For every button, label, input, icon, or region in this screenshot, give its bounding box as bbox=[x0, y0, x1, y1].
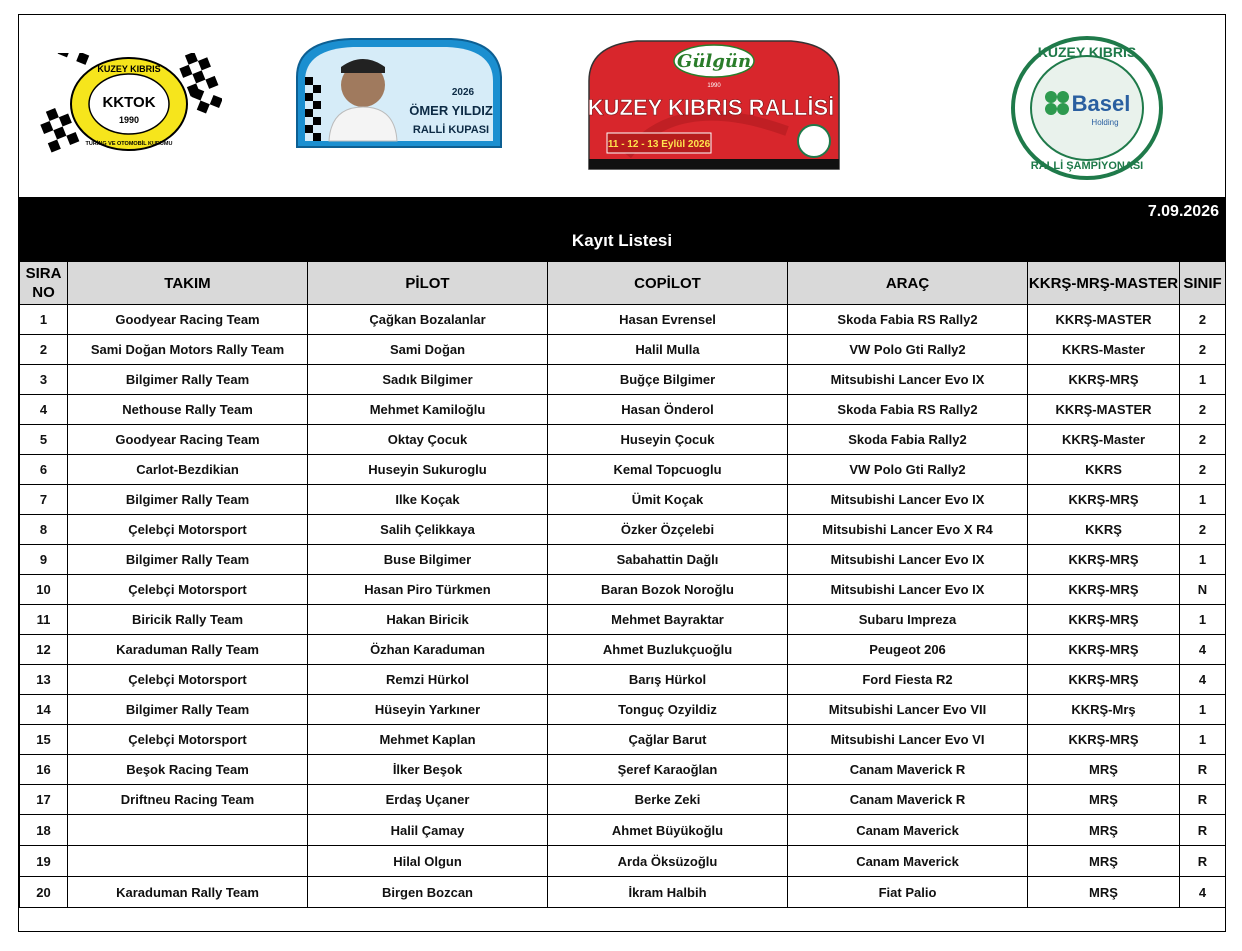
gulgun-brand: Gülgün bbox=[676, 51, 752, 72]
takim-cell: Carlot-Bezdikian bbox=[68, 455, 308, 485]
table-row bbox=[20, 575, 1226, 605]
table-row bbox=[20, 515, 1226, 545]
col-takim-header: TAKIM bbox=[68, 262, 308, 305]
arac-cell: Skoda Fabia Rally2 bbox=[788, 425, 1028, 455]
sira-no-cell: 20 bbox=[20, 877, 68, 908]
takim-cell bbox=[68, 846, 308, 877]
copilot-cell: Arda Öksüzoğlu bbox=[548, 846, 788, 877]
copilot-cell: Çağlar Barut bbox=[548, 725, 788, 755]
table-row bbox=[20, 335, 1226, 365]
copilot-cell: İkram Halbih bbox=[548, 877, 788, 908]
sinif-cell: 2 bbox=[1180, 305, 1226, 335]
category-cell: KKRŞ-MASTER bbox=[1028, 395, 1180, 425]
pilot-cell: Buse Bilgimer bbox=[308, 545, 548, 575]
copilot-cell: Hasan Önderol bbox=[548, 395, 788, 425]
category-cell: KKRŞ-MRŞ bbox=[1028, 725, 1180, 755]
col-pilot-header: PİLOT bbox=[308, 262, 548, 305]
gulgun-year: 1990 bbox=[707, 83, 721, 89]
registration-sheet bbox=[18, 14, 1226, 932]
category-cell: MRŞ bbox=[1028, 755, 1180, 785]
sinif-cell: R bbox=[1180, 846, 1226, 877]
kktok-year: 1990 bbox=[118, 115, 140, 125]
sira-no-cell: 2 bbox=[20, 335, 68, 365]
category-cell: KKRŞ-MRŞ bbox=[1028, 635, 1180, 665]
category-cell: KKRŞ-Master bbox=[1028, 425, 1180, 455]
arac-cell: Skoda Fabia RS Rally2 bbox=[788, 305, 1028, 335]
pilot-cell: Sami Doğan bbox=[308, 335, 548, 365]
category-cell: KKRŞ-MRŞ bbox=[1028, 665, 1180, 695]
sinif-cell: 2 bbox=[1180, 395, 1226, 425]
arac-cell: Mitsubishi Lancer Evo VII bbox=[788, 695, 1028, 725]
category-cell: MRŞ bbox=[1028, 877, 1180, 908]
sira-no-cell: 9 bbox=[20, 545, 68, 575]
sinif-cell: 4 bbox=[1180, 877, 1226, 908]
category-cell: MRŞ bbox=[1028, 785, 1180, 815]
omer-yildiz-cup-logo bbox=[291, 37, 505, 149]
arac-cell: Subaru Impreza bbox=[788, 605, 1028, 635]
takim-cell: Sami Doğan Motors Rally Team bbox=[68, 335, 308, 365]
sira-no-cell: 19 bbox=[20, 846, 68, 877]
copilot-cell: Ahmet Buzlukçuoğlu bbox=[548, 635, 788, 665]
category-cell: MRŞ bbox=[1028, 846, 1180, 877]
copilot-cell: Özker Özçelebi bbox=[548, 515, 788, 545]
takim-cell: Bilgimer Rally Team bbox=[68, 695, 308, 725]
sira-no-cell: 3 bbox=[20, 365, 68, 395]
arac-cell: Fiat Palio bbox=[788, 877, 1028, 908]
omer-cup-line2: RALLİ KUPASI bbox=[412, 124, 490, 136]
copilot-cell: Kemal Topcuoglu bbox=[548, 455, 788, 485]
arac-cell: Canam Maverick R bbox=[788, 755, 1028, 785]
sira-no-cell: 14 bbox=[20, 695, 68, 725]
table-row bbox=[20, 785, 1226, 815]
omer-cup-year: 2026 bbox=[451, 87, 475, 98]
title-band bbox=[19, 197, 1225, 261]
category-cell: KKRŞ-MASTER bbox=[1028, 305, 1180, 335]
table-row bbox=[20, 665, 1226, 695]
arac-cell: Mitsubishi Lancer Evo IX bbox=[788, 365, 1028, 395]
copilot-cell: Berke Zeki bbox=[548, 785, 788, 815]
copilot-cell: Tonguç Ozyildiz bbox=[548, 695, 788, 725]
omer-cup-line1: ÖMER YILDIZ bbox=[409, 103, 493, 118]
gulgun-rally-logo bbox=[587, 31, 841, 173]
gulgun-title: KUZEY KIBRIS RALLİSİ bbox=[587, 95, 835, 120]
pilot-cell: İlker Beşok bbox=[308, 755, 548, 785]
takim-cell bbox=[68, 815, 308, 846]
sira-no-cell: 11 bbox=[20, 605, 68, 635]
table-row bbox=[20, 545, 1226, 575]
takim-cell: Biricik Rally Team bbox=[68, 605, 308, 635]
category-cell: KKRŞ-MRŞ bbox=[1028, 545, 1180, 575]
table-row bbox=[20, 485, 1226, 515]
copilot-cell: Hasan Evrensel bbox=[548, 305, 788, 335]
sinif-cell: 2 bbox=[1180, 515, 1226, 545]
logo-strip bbox=[19, 15, 1225, 197]
takim-cell: Beşok Racing Team bbox=[68, 755, 308, 785]
kktok-ring-top: KUZEY KIBRIS bbox=[97, 64, 161, 74]
pilot-cell: Ilke Koçak bbox=[308, 485, 548, 515]
table-row bbox=[20, 425, 1226, 455]
copilot-cell: Baran Bozok Noroğlu bbox=[548, 575, 788, 605]
sira-no-cell: 16 bbox=[20, 755, 68, 785]
takim-cell: Karaduman Rally Team bbox=[68, 635, 308, 665]
basel-brand: Basel bbox=[1071, 91, 1131, 116]
category-cell: KKRŞ-Mrş bbox=[1028, 695, 1180, 725]
sira-no-cell: 13 bbox=[20, 665, 68, 695]
sira-no-cell: 8 bbox=[20, 515, 68, 545]
sinif-cell: 1 bbox=[1180, 485, 1226, 515]
basel-championship-logo bbox=[1009, 35, 1165, 181]
arac-cell: Canam Maverick bbox=[788, 815, 1028, 846]
takim-cell: Goodyear Racing Team bbox=[68, 425, 308, 455]
sinif-cell: 1 bbox=[1180, 365, 1226, 395]
kktok-name: KKTOK bbox=[102, 94, 156, 111]
copilot-cell: Huseyin Çocuk bbox=[548, 425, 788, 455]
table-row bbox=[20, 877, 1226, 908]
kktok-ring-bottom: TURİNG VE OTOMOBİL KURUMU bbox=[85, 141, 173, 147]
arac-cell: Skoda Fabia RS Rally2 bbox=[788, 395, 1028, 425]
category-cell: MRŞ bbox=[1028, 815, 1180, 846]
sinif-cell: N bbox=[1180, 575, 1226, 605]
pilot-cell: Hakan Biricik bbox=[308, 605, 548, 635]
pilot-cell: Erdaş Uçaner bbox=[308, 785, 548, 815]
sinif-cell: 2 bbox=[1180, 335, 1226, 365]
arac-cell: Mitsubishi Lancer Evo VI bbox=[788, 725, 1028, 755]
pilot-cell: Çağkan Bozalanlar bbox=[308, 305, 548, 335]
takim-cell: Çelebçi Motorsport bbox=[68, 725, 308, 755]
sira-no-cell: 6 bbox=[20, 455, 68, 485]
sinif-cell: 4 bbox=[1180, 665, 1226, 695]
table-row bbox=[20, 725, 1226, 755]
basel-bottom-text: RALLİ ŞAMPİYONASI bbox=[1030, 160, 1144, 172]
arac-cell: VW Polo Gti Rally2 bbox=[788, 455, 1028, 485]
takim-cell: Goodyear Racing Team bbox=[68, 305, 308, 335]
sira-no-cell: 17 bbox=[20, 785, 68, 815]
pilot-cell: Hilal Olgun bbox=[308, 846, 548, 877]
table-row bbox=[20, 695, 1226, 725]
table-row bbox=[20, 605, 1226, 635]
table-row bbox=[20, 815, 1226, 846]
takim-cell: Bilgimer Rally Team bbox=[68, 545, 308, 575]
category-cell: KKRŞ-MRŞ bbox=[1028, 365, 1180, 395]
sira-no-cell: 15 bbox=[20, 725, 68, 755]
arac-cell: Ford Fiesta R2 bbox=[788, 665, 1028, 695]
takim-cell: Çelebçi Motorsport bbox=[68, 665, 308, 695]
col-kkrs-mrs-master-header: KKRŞ-MRŞ-MASTER bbox=[1028, 262, 1180, 305]
takim-cell: Bilgimer Rally Team bbox=[68, 365, 308, 395]
pilot-cell: Salih Çelikkaya bbox=[308, 515, 548, 545]
pilot-cell: Oktay Çocuk bbox=[308, 425, 548, 455]
sira-no-cell: 5 bbox=[20, 425, 68, 455]
sinif-cell: 2 bbox=[1180, 455, 1226, 485]
copilot-cell: Barış Hürkol bbox=[548, 665, 788, 695]
list-date: 7.09.2026 bbox=[1147, 203, 1219, 220]
copilot-cell: Halil Mulla bbox=[548, 335, 788, 365]
pilot-cell: Remzi Hürkol bbox=[308, 665, 548, 695]
takim-cell: Karaduman Rally Team bbox=[68, 877, 308, 908]
takim-cell: Driftneu Racing Team bbox=[68, 785, 308, 815]
arac-cell: Mitsubishi Lancer Evo X R4 bbox=[788, 515, 1028, 545]
arac-cell: Mitsubishi Lancer Evo IX bbox=[788, 485, 1028, 515]
col-copilot-header: COPİLOT bbox=[548, 262, 788, 305]
table-row bbox=[20, 455, 1226, 485]
registration-table bbox=[19, 261, 1226, 908]
category-cell: KKRS-Master bbox=[1028, 335, 1180, 365]
sira-no-cell: 7 bbox=[20, 485, 68, 515]
sira-no-cell: 4 bbox=[20, 395, 68, 425]
kktok-logo bbox=[37, 53, 222, 155]
category-cell: KKRŞ-MRŞ bbox=[1028, 605, 1180, 635]
sinif-cell: 1 bbox=[1180, 605, 1226, 635]
sinif-cell: R bbox=[1180, 785, 1226, 815]
takim-cell: Nethouse Rally Team bbox=[68, 395, 308, 425]
table-header-row bbox=[20, 262, 1226, 305]
sinif-cell: R bbox=[1180, 815, 1226, 846]
sira-no-cell: 18 bbox=[20, 815, 68, 846]
col-arac-header: ARAÇ bbox=[788, 262, 1028, 305]
table-row bbox=[20, 305, 1226, 335]
pilot-cell: Mehmet Kaplan bbox=[308, 725, 548, 755]
col-sira-no-header: SIRA NO bbox=[20, 262, 68, 305]
pilot-cell: Huseyin Sukuroglu bbox=[308, 455, 548, 485]
copilot-cell: Ümit Koçak bbox=[548, 485, 788, 515]
copilot-cell: Mehmet Bayraktar bbox=[548, 605, 788, 635]
category-cell: KKRS bbox=[1028, 455, 1180, 485]
category-cell: KKRŞ bbox=[1028, 515, 1180, 545]
takim-cell: Bilgimer Rally Team bbox=[68, 485, 308, 515]
table-body bbox=[20, 305, 1226, 908]
table-row bbox=[20, 365, 1226, 395]
sinif-cell: 1 bbox=[1180, 695, 1226, 725]
gulgun-dates: 11 - 12 - 13 Eylül 2026 bbox=[607, 139, 711, 150]
table-row bbox=[20, 395, 1226, 425]
copilot-cell: Şeref Karaoğlan bbox=[548, 755, 788, 785]
pilot-cell: Sadık Bilgimer bbox=[308, 365, 548, 395]
table-row bbox=[20, 755, 1226, 785]
pilot-cell: Halil Çamay bbox=[308, 815, 548, 846]
sinif-cell: 1 bbox=[1180, 545, 1226, 575]
basel-top-text: KUZEY KIBRIS bbox=[1037, 44, 1137, 60]
basel-sub: Holding bbox=[1091, 118, 1119, 127]
sira-no-cell: 12 bbox=[20, 635, 68, 665]
sinif-cell: 2 bbox=[1180, 425, 1226, 455]
table-row bbox=[20, 846, 1226, 877]
takim-cell: Çelebçi Motorsport bbox=[68, 575, 308, 605]
table-row bbox=[20, 635, 1226, 665]
sinif-cell: 1 bbox=[1180, 725, 1226, 755]
copilot-cell: Ahmet Büyükoğlu bbox=[548, 815, 788, 846]
arac-cell: Canam Maverick bbox=[788, 846, 1028, 877]
pilot-cell: Mehmet Kamiloğlu bbox=[308, 395, 548, 425]
arac-cell: Peugeot 206 bbox=[788, 635, 1028, 665]
pilot-cell: Birgen Bozcan bbox=[308, 877, 548, 908]
pilot-cell: Hasan Piro Türkmen bbox=[308, 575, 548, 605]
sinif-cell: 4 bbox=[1180, 635, 1226, 665]
copilot-cell: Buğçe Bilgimer bbox=[548, 365, 788, 395]
arac-cell: Mitsubishi Lancer Evo IX bbox=[788, 545, 1028, 575]
copilot-cell: Sabahattin Dağlı bbox=[548, 545, 788, 575]
arac-cell: VW Polo Gti Rally2 bbox=[788, 335, 1028, 365]
sira-no-cell: 1 bbox=[20, 305, 68, 335]
sira-no-cell: 10 bbox=[20, 575, 68, 605]
takim-cell: Çelebçi Motorsport bbox=[68, 515, 308, 545]
category-cell: KKRŞ-MRŞ bbox=[1028, 485, 1180, 515]
arac-cell: Mitsubishi Lancer Evo IX bbox=[788, 575, 1028, 605]
category-cell: KKRŞ-MRŞ bbox=[1028, 575, 1180, 605]
pilot-cell: Özhan Karaduman bbox=[308, 635, 548, 665]
list-title: Kayıt Listesi bbox=[571, 231, 673, 250]
arac-cell: Canam Maverick R bbox=[788, 785, 1028, 815]
pilot-cell: Hüseyin Yarkıner bbox=[308, 695, 548, 725]
sinif-cell: R bbox=[1180, 755, 1226, 785]
col-sinif-header: SINIF bbox=[1180, 262, 1226, 305]
